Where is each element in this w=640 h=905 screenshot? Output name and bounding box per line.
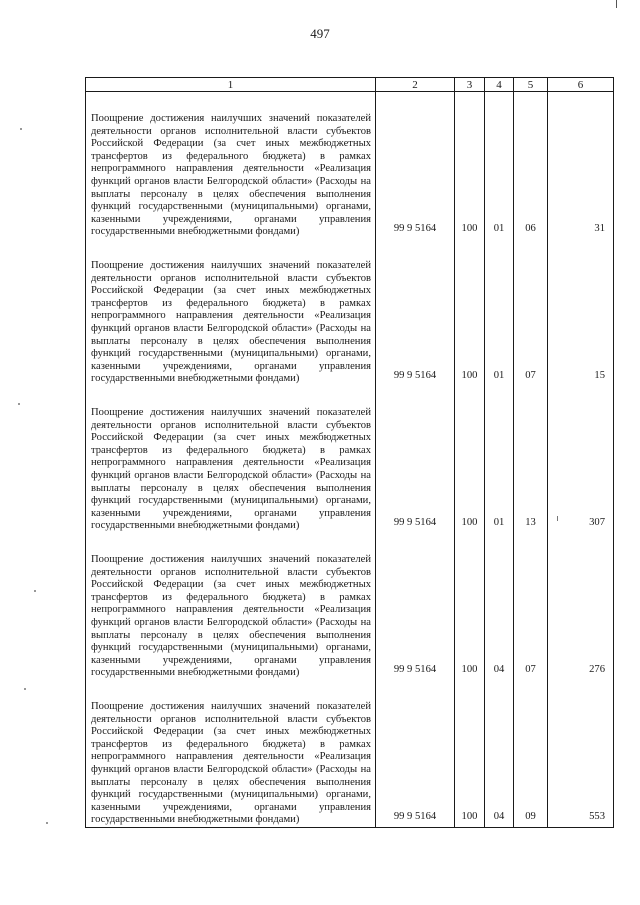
- row-expense-type: 100: [455, 386, 485, 533]
- row-description: Поощрение достижения наилучших значений показателей деятельности органов исполнительной власти субъектов Российской Федерации (за счет иных межбюджетных трансфертов из федерального бюджета) в рамках непрограммного направления деятельности «Реализация функций органов власти Белгородской области» (Расходы на выплаты персоналу в целях обеспечения выполнения функций государственными (муниципальными) органами, казенными учреждениями, органами управления государственными внебюджетными фондами): [86, 92, 376, 240]
- budget-table: [85, 77, 614, 828]
- row-description: Поощрение достижения наилучших значений показателей деятельности органов исполнительной власти субъектов Российской Федерации (за счет иных межбюджетных трансфертов из федерального бюджета) в рамках непрограммного направления деятельности «Реализация функций органов власти Белгородской области» (Расходы на выплаты персоналу в целях обеспечения выполнения функций государственными (муниципальными) органами, казенными учреждениями, органами управления государственными внебюджетными фондами): [86, 386, 376, 533]
- row-expense-type: 100: [455, 533, 485, 680]
- scan-dust-speck: [24, 688, 26, 690]
- row-amount: 15: [548, 239, 614, 386]
- row-amount: 31: [548, 92, 614, 240]
- column-header-5: 5: [514, 78, 548, 92]
- row-expense-type: 100: [455, 92, 485, 240]
- row-subsection: 09: [514, 680, 548, 828]
- column-header-1: 1: [86, 78, 376, 92]
- row-amount: 553: [548, 680, 614, 828]
- row-subsection: 13: [514, 386, 548, 533]
- row-section: 04: [485, 680, 514, 828]
- row-description: Поощрение достижения наилучших значений показателей деятельности органов исполнительной власти субъектов Российской Федерации (за счет иных межбюджетных трансфертов из федерального бюджета) в рамках непрограммного направления деятельности «Реализация функций органов власти Белгородской области» (Расходы на выплаты персоналу в целях обеспечения выполнения функций государственными (муниципальными) органами, казенными учреждениями, органами управления государственными внебюджетными фондами): [86, 239, 376, 386]
- row-amount: 276: [548, 533, 614, 680]
- scan-dust-speck: [18, 403, 20, 405]
- row-section: 01: [485, 92, 514, 240]
- table-row: [86, 680, 614, 828]
- page-number: 497: [310, 26, 330, 41]
- row-section: 01: [485, 239, 514, 386]
- row-section: 04: [485, 533, 514, 680]
- row-subsection: 07: [514, 533, 548, 680]
- scan-dust-speck: [46, 822, 48, 824]
- table-row: [86, 533, 614, 680]
- row-description: Поощрение достижения наилучших значений показателей деятельности органов исполнительной власти субъектов Российской Федерации (за счет иных межбюджетных трансфертов из федерального бюджета) в рамках непрограммного направления деятельности «Реализация функций органов власти Белгородской области» (Расходы на выплаты персоналу в целях обеспечения выполнения функций государственными (муниципальными) органами, казенными учреждениями, органами управления государственными внебюджетными фондами): [86, 680, 376, 828]
- row-target-code: 99 9 5164: [376, 239, 455, 386]
- scan-dust-speck: [34, 590, 36, 592]
- row-target-code: 99 9 5164: [376, 386, 455, 533]
- row-expense-type: 100: [455, 239, 485, 386]
- column-header-3: 3: [455, 78, 485, 92]
- scan-edge-mark: [616, 0, 617, 8]
- row-subsection: 07: [514, 239, 548, 386]
- row-target-code: 99 9 5164: [376, 680, 455, 828]
- table-row: [86, 92, 614, 240]
- row-section: 01: [485, 386, 514, 533]
- row-description: Поощрение достижения наилучших значений показателей деятельности органов исполнительной власти субъектов Российской Федерации (за счет иных межбюджетных трансфертов из федерального бюджета) в рамках непрограммного направления деятельности «Реализация функций органов власти Белгородской области» (Расходы на выплаты персоналу в целях обеспечения выполнения функций государственными (муниципальными) органами, казенными учреждениями, органами управления государственными внебюджетными фондами): [86, 533, 376, 680]
- table-row: [86, 386, 614, 533]
- table-row: [86, 239, 614, 386]
- row-target-code: 99 9 5164: [376, 92, 455, 240]
- table-header-row: [86, 78, 614, 92]
- row-subsection: 06: [514, 92, 548, 240]
- column-header-2: 2: [376, 78, 455, 92]
- row-expense-type: 100: [455, 680, 485, 828]
- column-header-4: 4: [485, 78, 514, 92]
- column-header-6: 6: [548, 78, 614, 92]
- row-amount: 307: [548, 386, 614, 533]
- scan-dust-speck: [20, 128, 22, 130]
- row-target-code: 99 9 5164: [376, 533, 455, 680]
- scan-dust-speck: [557, 516, 558, 521]
